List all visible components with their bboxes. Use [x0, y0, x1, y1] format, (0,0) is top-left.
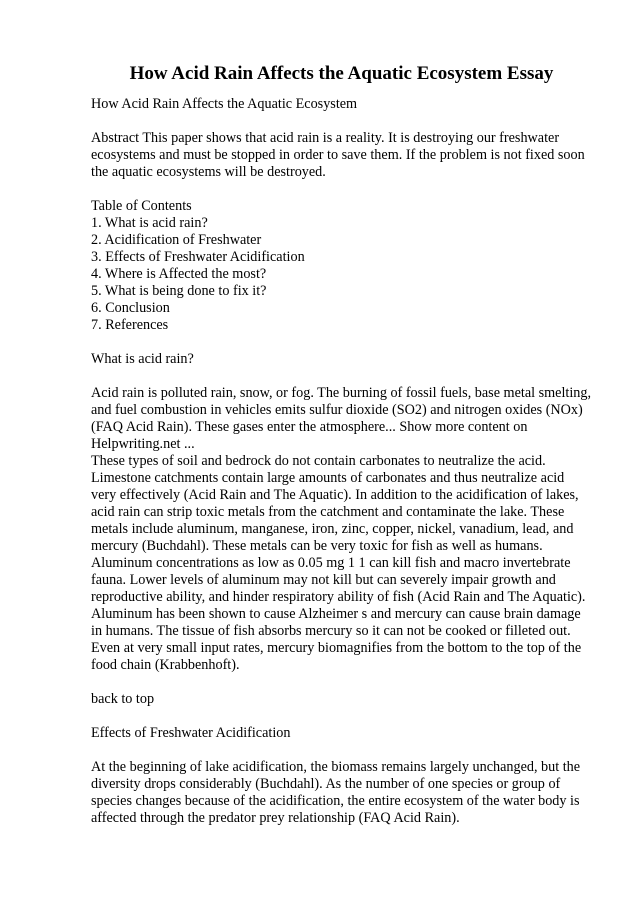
acid-rain-paragraph: Acid rain is polluted rain, snow, or fog. The burning of fossil fuels, base metal smelting, and fuel combustion in vehicles emits sulfur dioxide (SO2) and nitrogen oxides (NOx) (FAQ Acid Rain). These gases enter the atmosphere... Show more content on Helpwriting.net ...	[91, 385, 592, 452]
effects-paragraph: At the beginning of lake acidification, the biomass remains largely unchanged, but the diversity drops considerably (Buchdahl). As the number of one species or group of species changes because of the acidification, the entire ecosystem of the water body is affected through the predator prey relationship (FAQ Acid Rain).	[91, 759, 581, 826]
abstract-paragraph: Abstract This paper shows that acid rain is a reality. It is destroying our freshwater ecosystems and must be stopped in order to save them. If the problem is not fixed soon the aquatic ecosystems will be destroyed.	[91, 130, 585, 180]
toc-item: 2. Acidification of Freshwater	[91, 232, 262, 248]
toc-item: 7. References	[91, 317, 169, 333]
toc-item: 4. Where is Affected the most?	[91, 266, 267, 282]
section-heading-acid-rain: What is acid rain?	[91, 351, 194, 367]
document-title: How Acid Rain Affects the Aquatic Ecosystem Essay	[129, 63, 554, 84]
toc-item: 3. Effects of Freshwater Acidification	[91, 249, 305, 265]
table-of-contents	[91, 215, 592, 334]
acidification-paragraph: These types of soil and bedrock do not contain carbonates to neutralize the acid. Limestone catchments contain large amounts of carbonates and thus neutralize acid very effectively (Acid Rain and The Aquatic). In addition to the acidification of lakes, acid rain can strip toxic metals from the catchment and contaminate the lake. These metals include aluminum, manganese, iron, zinc, copper, nickel, vanadium, lead, and mercury (Buchdahl). These metals can be very toxic for fish as well as humans. Aluminum concentrations as low as 0.05 mg 1 1 can kill fish and macro invertebrate fauna. Lower levels of aluminum may not kill but can severely impair growth and reproductive ability, and hinder respiratory ability of fish (Acid Rain and The Aquatic). Aluminum has been shown to cause Alzheimer s and mercury can cause brain damage in humans. The tissue of fish absorbs mercury so it can not be cooked or filleted out. Even at very small input rates, mercury biomagnifies from the bottom to the top of the food chain (Krabbenhoft).	[91, 453, 586, 673]
back-to-top-link[interactable]: back to top	[91, 691, 155, 707]
toc-item: 6. Conclusion	[91, 300, 170, 316]
toc-heading: Table of Contents	[91, 198, 192, 214]
section-heading-effects: Effects of Freshwater Acidification	[91, 725, 291, 741]
toc-item: 1. What is acid rain?	[91, 215, 208, 231]
toc-item: 5. What is being done to fix it?	[91, 283, 267, 299]
document-subtitle: How Acid Rain Affects the Aquatic Ecosystem	[91, 96, 358, 112]
